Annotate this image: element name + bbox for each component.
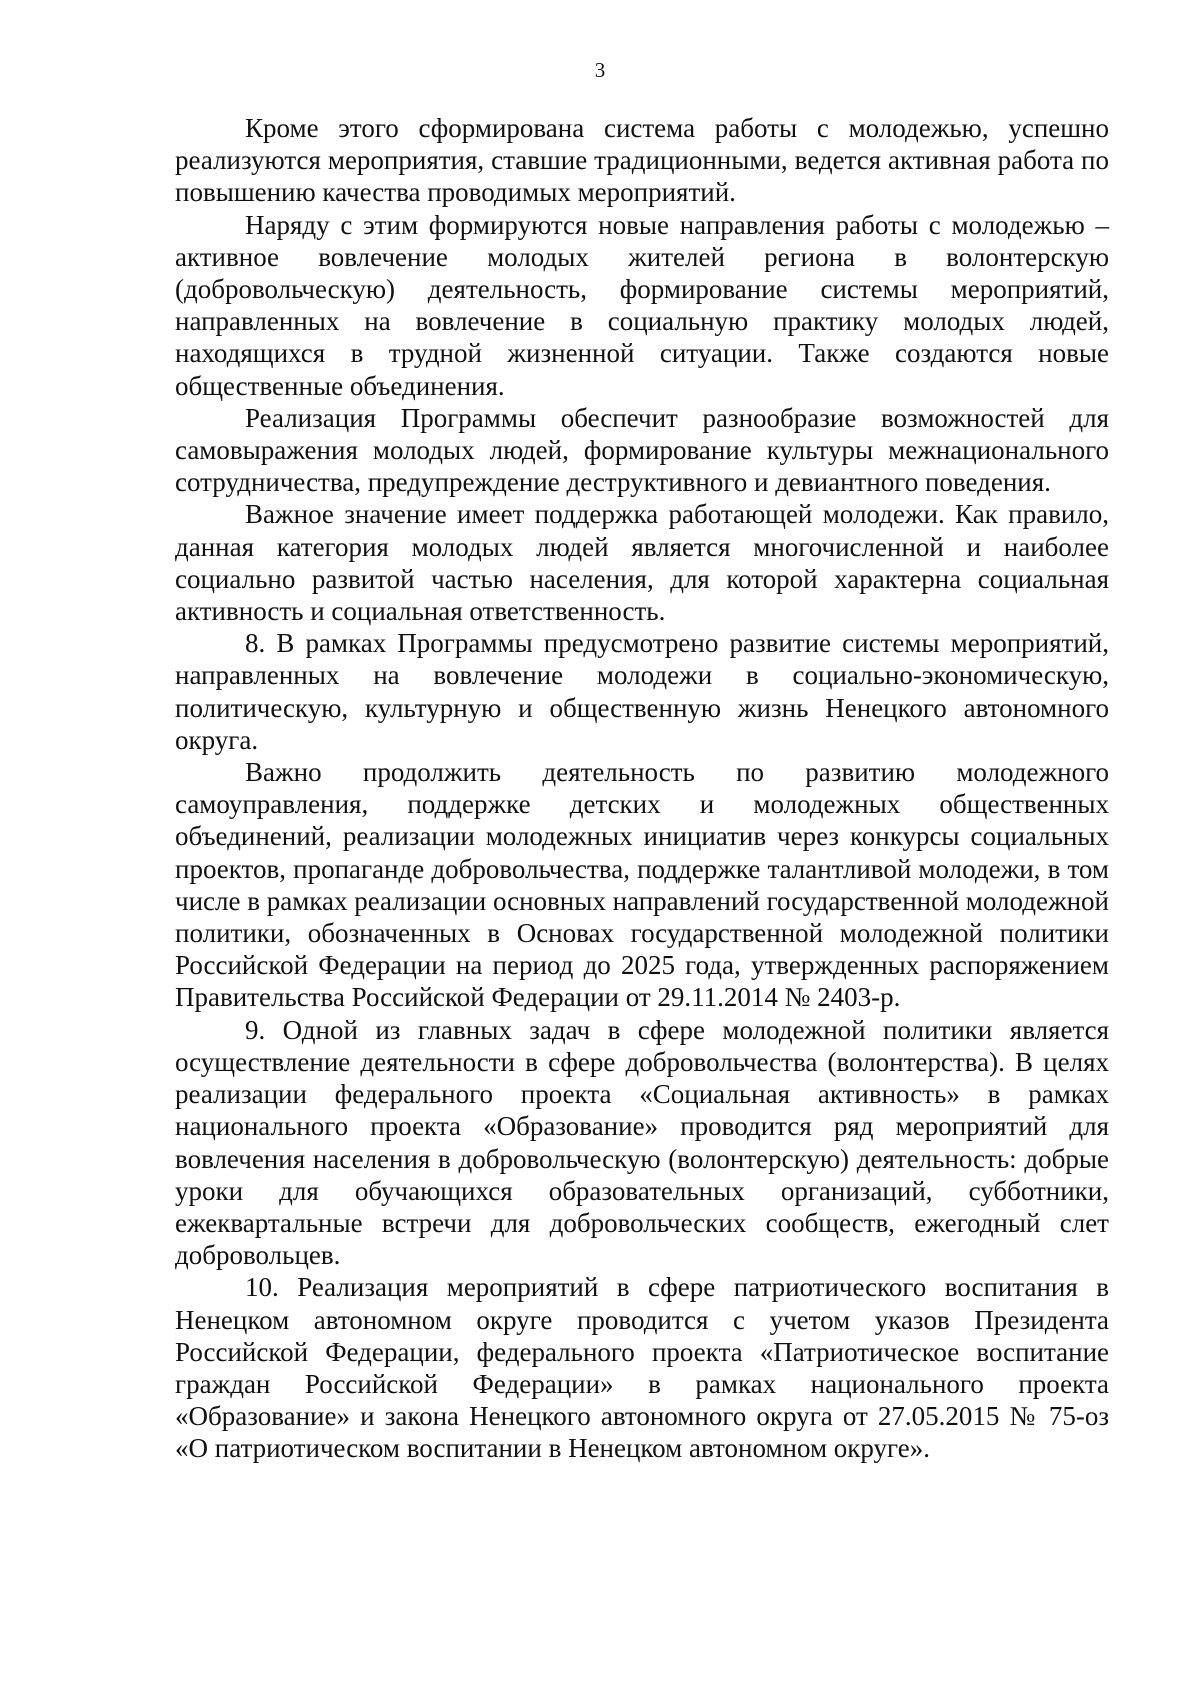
page-number: 3 [594,58,606,82]
paragraph-working-youth-support: Важное значение имеет поддержка работающей молодежи. Как правило, данная категория молодых людей является многочисленной и наиболее социально развитой частью населения, для которой характерна социальная активность и социальная ответственность. [175,499,1109,627]
document-body [175,112,1109,1465]
paragraph-new-directions: Наряду с этим формируются новые направления работы с молодежью – активное вовлечение молодых жителей региона в волонтерскую (добровольческую) деятельность, формирование системы мероприятий, направленных на вовлечение в социальную практику молодых людей, находящихся в трудной жизненной ситуации. Также создаются новые общественные объединения. [175,209,1109,401]
paragraph-item-8: 8. В рамках Программы предусмотрено развитие системы мероприятий, направленных на вовлечение молодежи в социально-экономическую, политическую, культурную и общественную жизнь Ненецкого автономного округа. [175,628,1109,755]
paragraph-item-10: 10. Реализация мероприятий в сфере патриотического воспитания в Ненецком автономном округе проводится с учетом указов Президента Российской Федерации, федерального проекта «Патриотическое воспитание граждан Российской Федерации» в рамках национального проекта «Образование» и закона Ненецкого автономного округа от 27.05.2015 № 75-оз «О патриотическом воспитании в Ненецком автономном округе». [175,1272,1109,1464]
paragraph-item-9: 9. Одной из главных задач в сфере молодежной политики является осуществление деятельности в сфере добровольчества (волонтерства). В целях реализации федерального проекта «Социальная активность» в рамках национального проекта «Образование» проводится ряд мероприятий для вовлечения населения в добровольческую (волонтерскую) деятельность: добрые уроки для обучающихся образовательных организаций, субботники, ежеквартальные встречи для добровольческих сообществ, ежегодный слет добровольцев. [175,1014,1109,1271]
paragraph-youth-self-government: Важно продолжить деятельность по развитию молодежного самоуправления, поддержке детских и молодежных общественных объединений, реализации молодежных инициатив через конкурсы социальных проектов, пропаганде добровольчества, поддержке талантливой молодежи, в том числе в рамках реализации основных направлений государственной молодежной политики, обозначенных в Основах государственной молодежной политики Российской Федерации на период до 2025 года, утвержденных распоряжением Правительства Российской Федерации от 29.11.2014 № 2403-р. [175,757,1109,1013]
paragraph-program-implementation: Реализация Программы обеспечит разнообразие возможностей для самовыражения молодых людей, формирование культуры межнационального сотрудничества, предупреждение деструктивного и девиантного поведения. [175,402,1109,498]
paragraph-youth-work-system: Кроме этого сформирована система работы с молодежью, успешно реализуются мероприятия, ставшие традиционными, ведется активная работа по повышению качества проводимых мероприятий. [175,113,1109,208]
